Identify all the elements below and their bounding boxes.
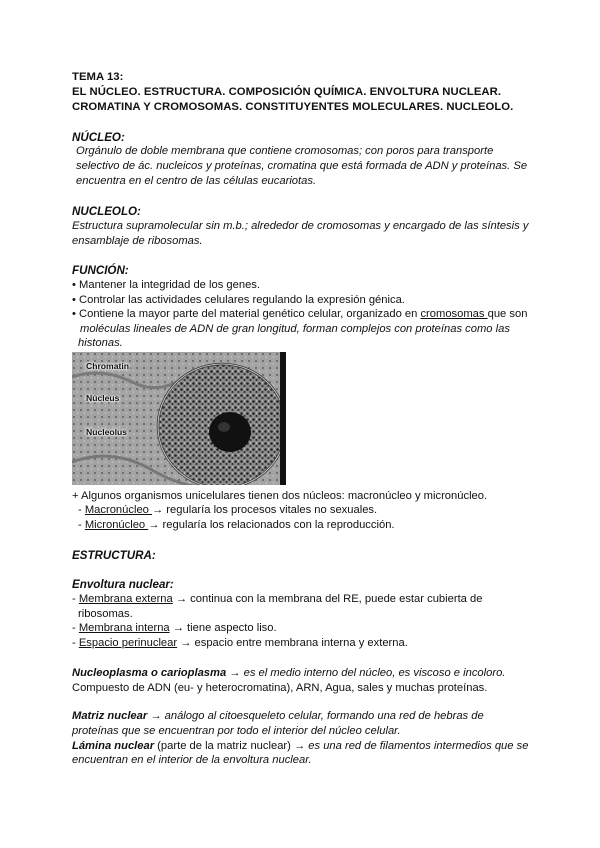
funcion-bullet: [72, 307, 527, 322]
nucleo-definition-line: selectivo de ác. nucleicos y proteínas, cromatina que está formada de ADN y proteínas. Se: [76, 160, 528, 172]
macronucleo-term: Macronúcleo: [84, 504, 153, 516]
nucleoplasma-composition: Compuesto de ADN (eu- y heterocromatina), ARN, Agua, sales y muchas proteínas.: [72, 682, 488, 694]
cromosomas-term: cromosomas: [420, 308, 488, 320]
matriz-description: → análogo al citoesqueleto celular, formando una red de hebras de: [147, 710, 484, 722]
funcion-bullet-continuation: moléculas lineales de ADN de gran longitud, forman complejos con proteínas como las: [80, 323, 510, 335]
nucleolo-heading: NUCLEOLO:: [72, 205, 141, 218]
micronucleo-description: → regularía los relacionados con la reproducción.: [148, 519, 395, 531]
funcion-bullet: • Mantener la integridad de los genes.: [72, 279, 261, 291]
nucleo-heading: NÚCLEO:: [72, 131, 125, 144]
espacio-perinuclear-term: Espacio perinuclear: [78, 637, 178, 649]
macronucleo-item-dash: -: [78, 504, 85, 516]
membrana-interna-term: Membrana interna: [78, 622, 170, 634]
micronucleo-item-dash: -: [78, 519, 85, 531]
macronucleo-item: [78, 503, 377, 518]
envoltura-heading: Envoltura nuclear:: [72, 578, 174, 591]
document-title-line-2: CROMATINA Y CROMOSOMAS. CONSTITUYENTES MOLECULARES. NUCLEOLO.: [72, 101, 514, 113]
matriz-paragraph: [72, 709, 484, 724]
funcion-bullet-continuation: histonas.: [78, 337, 123, 349]
membrana-externa-term: Membrana externa: [78, 593, 173, 605]
micronucleo-item: [78, 518, 395, 533]
espacio-perinuclear-dash: -: [72, 637, 79, 649]
macronucleo-description: → regularía los procesos vitales no sexuales.: [152, 504, 378, 516]
lamina-term: Lámina nuclear: [72, 740, 155, 752]
membrana-externa-item: [72, 592, 482, 607]
membrana-externa-continuation: ribosomas.: [78, 608, 133, 620]
lamina-description: → es una red de filamentos intermedios que se: [293, 740, 529, 752]
membrana-externa-description: → continua con la membrana del RE, puede estar cubierta de: [172, 593, 483, 605]
membrana-externa-dash: -: [72, 593, 79, 605]
nucleo-definition-line: Orgánulo de doble membrana que contiene cromosomas; con poros para transporte: [76, 145, 494, 157]
funcion-bullet-text: que son: [487, 308, 528, 320]
matriz-continuation: proteínas que se encuentran por todo el interior del núcleo celular.: [72, 725, 401, 737]
espacio-perinuclear-description: → espacio entre membrana interna y externa.: [177, 637, 408, 649]
estructura-heading: ESTRUCTURA:: [72, 549, 156, 562]
micronucleo-term: Micronúcleo: [84, 519, 149, 531]
nucleoplasma-description: → es el medio interno del núcleo, es viscoso e incoloro.: [226, 667, 506, 679]
nucleoplasma-term: Nucleoplasma o carioplasma: [72, 667, 227, 679]
nucleoplasma-paragraph: [72, 666, 505, 681]
lamina-continuation: encuentran en el interior de la envoltura nuclear.: [72, 754, 312, 766]
nucleus-micrograph-image: [72, 352, 286, 485]
document-title-line-1: EL NÚCLEO. ESTRUCTURA. COMPOSICIÓN QUÍMICA. ENVOLTURA NUCLEAR.: [72, 86, 502, 98]
membrana-interna-description: → tiene aspecto liso.: [169, 622, 277, 634]
funcion-bullet-text: • Contiene la mayor parte del material genético celular, organizado en: [72, 308, 421, 320]
nucleolus-label: Nucleolus: [86, 427, 128, 437]
nucleus-micrograph: [72, 352, 286, 485]
funcion-heading: FUNCIÓN:: [72, 264, 129, 277]
lamina-aside: (parte de la matriz nuclear): [154, 740, 294, 752]
membrana-interna-dash: -: [72, 622, 79, 634]
espacio-perinuclear-item: [72, 636, 408, 651]
nucleolo-definition-line: ensamblaje de ribosomas.: [72, 235, 203, 247]
matriz-term: Matriz nuclear: [72, 710, 148, 722]
nucleo-definition-line: encuentra en el centro de las células eucariotas.: [76, 175, 317, 187]
funcion-bullet: • Controlar las actividades celulares regulando la expresión génica.: [72, 294, 405, 306]
chromatin-label: Chromatin: [86, 361, 129, 371]
topic-number: TEMA 13:: [72, 71, 124, 83]
nucleus-label: Nucleus: [86, 393, 120, 403]
lamina-paragraph: [72, 739, 528, 754]
membrana-interna-item: [72, 621, 277, 636]
organismos-line: + Algunos organismos unicelulares tienen dos núcleos: macronúcleo y micronúcleo.: [72, 490, 488, 502]
nucleolo-definition-line: Estructura supramolecular sin m.b.; alrededor de cromosomas y encargado de las síntesis y: [72, 220, 529, 232]
